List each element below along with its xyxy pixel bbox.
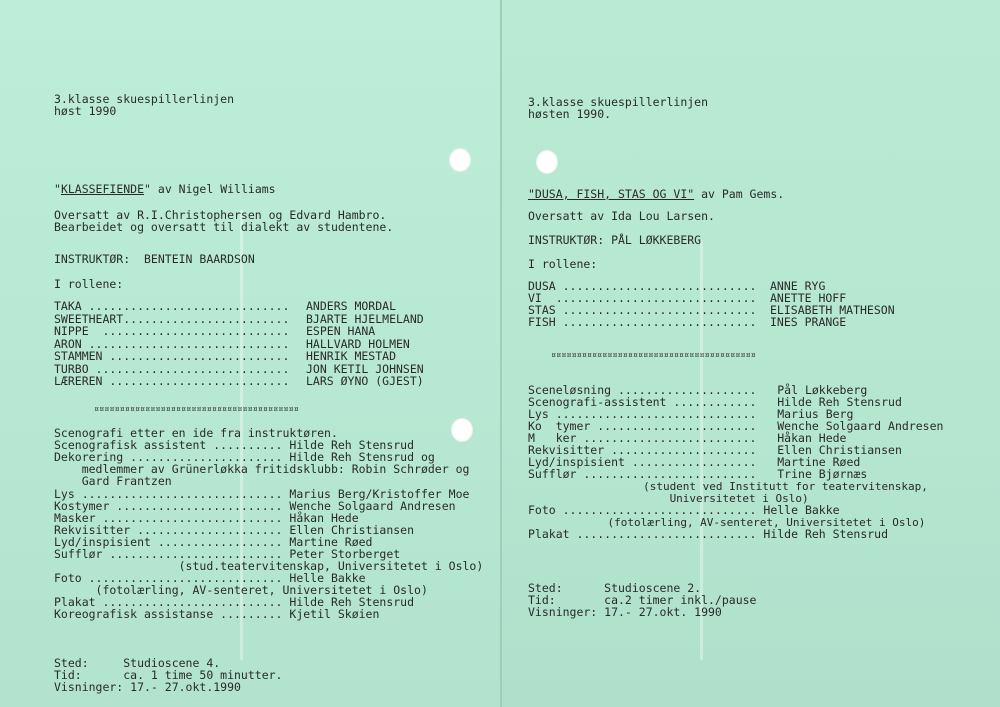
punch-hole	[536, 150, 558, 174]
right-cast-heading: I rollene:	[528, 257, 598, 271]
left-crew-line: Dekorering ...................... Hilde Reh Stensrud og	[54, 450, 435, 464]
left-play-title: "KLASSEFIENDE" av Nigel Williams	[54, 182, 276, 196]
left-cast-actor: HALLVARD HOLMEN	[306, 337, 410, 351]
right-cast-role: FISH ............................	[528, 315, 757, 329]
right-cast-actor: ANETTE HOFF	[770, 291, 847, 305]
left-cast-actor: HENRIK MESTAD	[306, 349, 397, 363]
right-crew-line: Lyd/inspisient .................. Martine Røed	[528, 455, 861, 469]
right-crew-line: Rekvisitter ..................... Ellen Christiansen	[528, 443, 902, 457]
right-cast-actor: ELISABETH MATHESON	[770, 303, 895, 317]
right-divider: ¤¤¤¤¤¤¤¤¤¤¤¤¤¤¤¤¤¤¤¤¤¤¤¤¤¤¤¤¤¤¤¤¤¤¤¤¤¤¤¤	[551, 351, 756, 361]
left-crew-line: Rekvisitter ..................... Ellen Christiansen	[54, 523, 415, 537]
punch-hole	[451, 418, 473, 442]
left-cast-actor: JON KETIL JOHNSEN	[306, 362, 424, 376]
left-crew-line: Lyd/inspisient .................. Martine Røed	[54, 535, 373, 549]
left-cast-actor: BJARTE HJELMELAND	[306, 312, 424, 326]
right-footer-time: Tid: ca.2 timer inkl./pause	[528, 593, 757, 607]
right-crew-line: Sufflør ......................... Trine Bjørnæs	[528, 467, 868, 481]
left-translation-2: Bearbeidet og oversatt til dialekt av studentene.	[54, 220, 394, 234]
left-divider: ¤¤¤¤¤¤¤¤¤¤¤¤¤¤¤¤¤¤¤¤¤¤¤¤¤¤¤¤¤¤¤¤¤¤¤¤¤¤¤¤	[94, 405, 299, 415]
left-header-line-1: 3.klasse skuespillerlinjen	[54, 92, 235, 106]
left-play-name: KLASSEFIENDE	[60, 182, 145, 196]
left-footer-time: Tid: ca. 1 time 50 minutter.	[54, 668, 283, 682]
left-crew-line: Foto ............................ Helle Bakke	[54, 571, 366, 585]
right-crew-line: Foto ............................ Helle Bakke	[528, 503, 840, 517]
left-crew-line: Scenografi etter en ide fra instruktøren.	[54, 426, 338, 440]
left-crew-line: (stud.teatervitenskap, Universitetet i Oslo)	[54, 559, 484, 573]
right-cast-role: DUSA ............................	[528, 279, 757, 293]
left-director: INSTRUKTØR: BENTEIN BAARDSON	[54, 252, 255, 266]
right-crew-line: Ko tymer ....................... Wenche Solgaard Andresen	[528, 419, 944, 433]
left-cast-role: LÆREREN ..........................	[54, 374, 290, 388]
right-crew-line: Universitetet i Oslo)	[504, 492, 809, 505]
right-translation: Oversatt av Ida Lou Larsen.	[528, 209, 715, 223]
right-crew-line: Plakat .......................... Hilde Reh Stensrud	[528, 527, 889, 541]
left-cast-actor: ESPEN HANA	[306, 324, 376, 338]
left-crew-line: Lys ............................. Marius Berg/Kristoffer Moe	[54, 487, 470, 501]
left-cast-role: TAKA .............................	[54, 299, 290, 313]
right-cast-role: VI .............................	[528, 291, 757, 305]
right-crew-line: Lys ............................. Marius Berg	[528, 407, 854, 421]
left-cast-actor: LARS ØYNO (GJEST)	[306, 374, 424, 388]
left-cast-heading: I rollene:	[54, 277, 124, 291]
left-crew-line: Gard Frantzen	[54, 474, 172, 488]
left-cast-role: ARON .............................	[54, 337, 290, 351]
right-crew-line: (fotolærling, AV-senteret, Universitetet i Oslo)	[528, 516, 926, 529]
left-cast-role: TURBO ............................	[54, 362, 290, 376]
right-play-title	[528, 188, 784, 201]
right-play-author: av Pam Gems.	[694, 187, 785, 201]
right-footer-venue: Sted: Studioscene 2.	[528, 581, 702, 595]
left-crew-line: medlemmer av Grünerløkka fritidsklubb: Robin Schrøder og	[54, 462, 470, 476]
left-cast-role: STAMMEN ..........................	[54, 349, 290, 363]
left-crew-line: Kostymer ........................ Wenche Solgaard Andresen	[54, 499, 456, 513]
right-crew-line: Sceneløsning .................... Pål Løkkeberg	[528, 383, 868, 397]
left-translation-1: Oversatt av R.I.Christophersen og Edvard Hambro.	[54, 208, 387, 222]
left-cast-role: NIPPE ...........................	[54, 324, 290, 338]
punch-hole	[449, 148, 471, 172]
right-crew-line: (student ved Institutt for teatervitenskap,	[504, 480, 928, 493]
right-play-name: "DUSA, FISH, STAS OG VI"	[528, 187, 695, 201]
left-cast-actor: ANDERS MORDAL	[306, 299, 397, 313]
right-crew-line: M ker ......................... Håkan Hede	[528, 431, 847, 445]
right-header-line-2: høsten 1990.	[528, 107, 612, 121]
left-crew-line: Plakat .......................... Hilde Reh Stensrud	[54, 595, 415, 609]
right-crew-line: Scenografi-assistent ............ Hilde Reh Stensrud	[528, 395, 902, 409]
left-footer-dates: Visninger: 17.- 27.okt.1990	[54, 680, 241, 694]
left-crew-line: Masker .......................... Håkan Hede	[54, 511, 359, 525]
right-director: INSTRUKTØR: PÅL LØKKEBERG	[528, 233, 702, 247]
left-cast-role: SWEETHEART........................	[54, 312, 290, 326]
right-cast-actor: ANNE RYG	[770, 279, 826, 293]
right-cast-actor: INES PRANGE	[770, 315, 847, 329]
right-cast-role: STAS ............................	[528, 303, 757, 317]
left-crew-line: (fotolærling, AV-senteret, Universitetet i Oslo)	[54, 583, 428, 597]
right-header-line-1: 3.klasse skuespillerlinjen	[528, 95, 709, 109]
left-header-line-2: høst 1990	[54, 104, 117, 118]
left-crew-line: Scenografisk assistent .......... Hilde Reh Stensrud	[54, 438, 415, 452]
left-play-author: av Nigel Williams	[150, 182, 276, 196]
left-crew-line: Koreografisk assistanse ......... Kjetil Skøien	[54, 607, 380, 621]
left-crew-line: Sufflør ......................... Peter Storberget	[54, 547, 401, 561]
left-footer-venue: Sted: Studioscene 4.	[54, 656, 221, 670]
page-fold	[500, 0, 502, 707]
right-footer-dates: Visninger: 17.- 27.okt. 1990	[528, 605, 722, 619]
